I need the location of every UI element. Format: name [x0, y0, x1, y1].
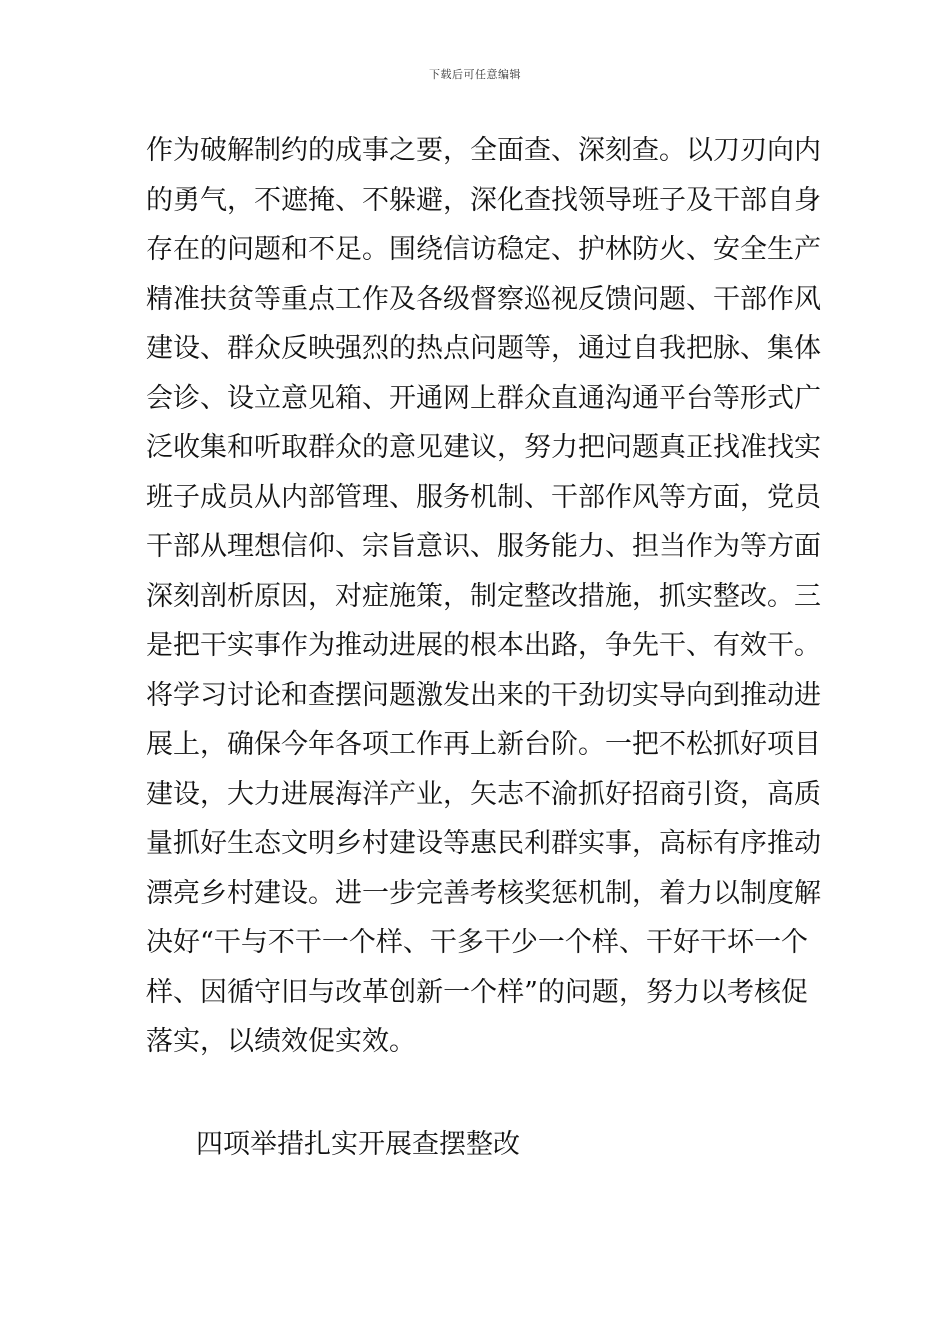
body-line: 深刻剖析原因，对症施策，制定整改措施，抓实整改。三: [146, 580, 821, 612]
body-line: 将学习讨论和查摆问题激发出来的干劲切实导向到推动进: [146, 679, 821, 711]
header-note: 下载后可任意编辑: [429, 68, 521, 81]
body-line: 存在的问题和不足。围绕信访稳定、护林防火、安全生产: [146, 234, 821, 265]
body-line: 作为破解制约的成事之要，全面查、深刻查。以刀刃向内: [146, 135, 821, 166]
body-line: 漂亮乡村建设。进一步完善考核奖惩机制，着力以制度解: [146, 877, 821, 909]
body-line: 决好“干与不干一个样、干多干少一个样、干好干坏一个: [146, 927, 808, 958]
body-line: 班子成员从内部管理、服务机制、干部作风等方面，党员: [146, 481, 821, 513]
body-line: 建设，大力进展海洋产业，矢志不渝抓好招商引资，高质: [146, 778, 821, 810]
body-line: 展上，确保今年各项工作再上新台阶。一把不松抓好项目: [146, 729, 821, 760]
body-line: 精准扶贫等重点工作及各级督察巡视反馈问题、干部作风: [146, 283, 821, 315]
body-line: 泛收集和听取群众的意见建议，努力把问题真正找准找实: [146, 432, 821, 463]
body-line: 量抓好生态文明乡村建设等惠民利群实事，高标有序推动: [146, 828, 821, 859]
body-line: 样、因循守旧与改革创新一个样”的问题，努力以考核促: [146, 976, 808, 1008]
section-heading: 四项举措扎实开展查摆整改: [196, 1129, 520, 1160]
body-line: 的勇气，不遮掩、不躲避，深化查找领导班子及干部自身: [146, 184, 821, 216]
body-line: 干部从理想信仰、宗旨意识、服务能力、担当作为等方面: [146, 531, 821, 562]
body-paragraph: [146, 126, 821, 1067]
body-line: 会诊、设立意见箱、开通网上群众直通沟通平台等形式广: [146, 382, 821, 414]
body-line: 建设、群众反映强烈的热点问题等，通过自我把脉、集体: [146, 333, 821, 364]
body-line: 落实，以绩效促实效。: [146, 1026, 416, 1057]
body-line: 是把干实事作为推动进展的根本出路，争先干、有效干。: [146, 630, 821, 661]
